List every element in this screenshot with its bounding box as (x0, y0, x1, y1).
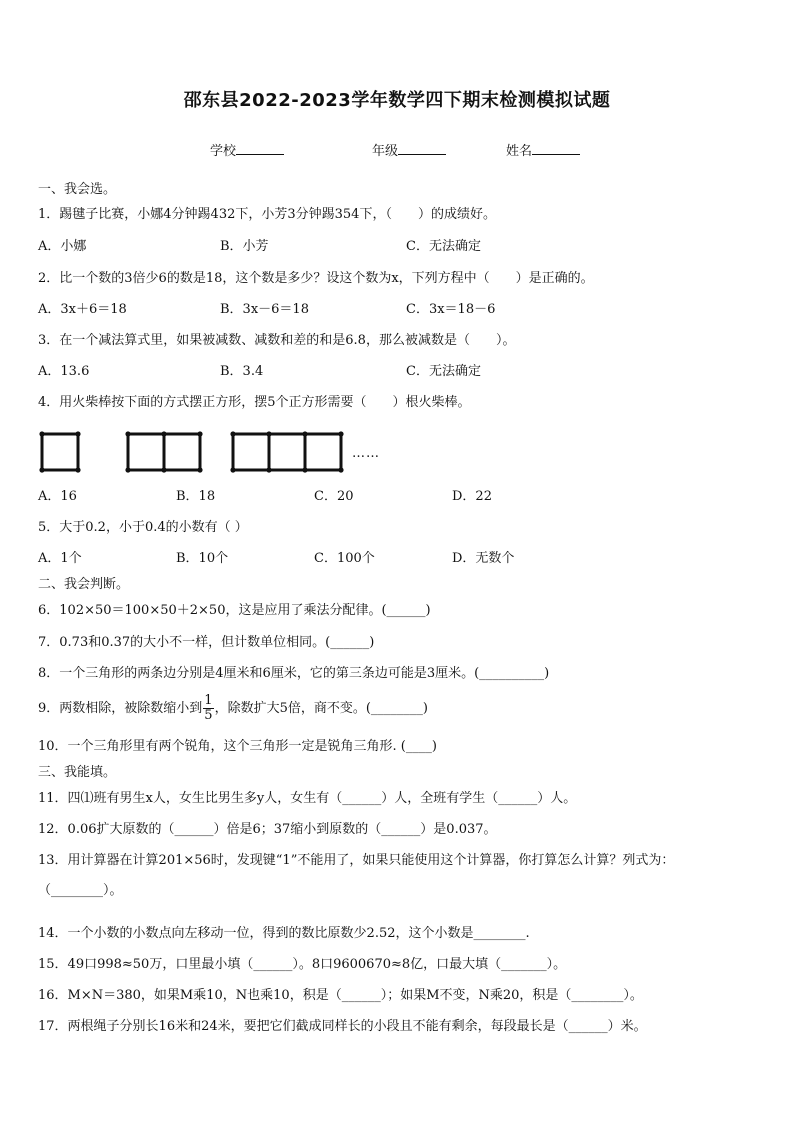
matchstick-square (233, 434, 269, 470)
question-5: 5．大于0.2，小于0.4的小数有（ ） (38, 520, 248, 535)
matchstick-head (230, 467, 235, 472)
q3-option-c[interactable]: C．无法确定 (406, 364, 481, 379)
name-field[interactable] (506, 140, 580, 159)
question-7: 7．0.73和0.37的大小不一样，但计数单位相同。(______) (38, 635, 375, 650)
question-17: 17．两根绳子分别长16米和24米，要把它们截成同样长的小段且不能有剩余，每段最长是（______）米。 (38, 1019, 647, 1034)
q4-option-c[interactable]: C．20 (314, 489, 354, 504)
question-1: 1．踢毽子比赛，小娜4分钟踢432下，小芳3分钟踢354下，（ ）的成绩好。 (38, 207, 496, 222)
matchstick-head (125, 467, 130, 472)
matchstick-head (338, 431, 343, 436)
matchstick-square (164, 434, 200, 470)
matchstick-head (39, 467, 44, 472)
q9-fraction (203, 694, 213, 723)
grade-label: 年级 (372, 144, 399, 159)
q5-option-d[interactable]: D．无数个 (452, 551, 515, 566)
question-10: 10．一个三角形里有两个锐角，这个三角形一定是锐角三角形. (____) (38, 739, 437, 754)
question-15: 15．49口998≈50万，口里最小填（______）。8口9600670≈8亿，口最大填（_______）。 (38, 957, 567, 972)
school-label: 学校 (210, 144, 237, 159)
matchstick-head (197, 467, 202, 472)
q2-option-c[interactable]: C．3x＝18－6 (406, 302, 496, 317)
matchstick-head (338, 467, 343, 472)
matchstick-square (128, 434, 164, 470)
q2-option-b[interactable]: B．3x－6＝18 (220, 302, 309, 317)
school-blank[interactable] (236, 141, 284, 155)
question-11: 11．四⑴班有男生x人，女生比男生多y人，女生有（______）人，全班有学生（______）人。 (38, 791, 577, 806)
grade-field[interactable] (372, 140, 446, 159)
q1-option-b[interactable]: B．小芳 (220, 239, 269, 254)
matchstick-head (266, 431, 271, 436)
section-heading-fill: 三、我能填。 (38, 765, 117, 780)
matchstick-head (75, 467, 80, 472)
grade-blank[interactable] (398, 141, 446, 155)
matchstick-head (161, 431, 166, 436)
q5-option-c[interactable]: C．100个 (314, 551, 375, 566)
question-14: 14．一个小数的小数点向左移动一位，得到的数比原数少2.52，这个小数是________. (38, 926, 530, 941)
question-16: 16．M×N＝380，如果M乘10，N也乘10，积是（______）；如果M不变，N乘20，积是（________）。 (38, 988, 643, 1003)
q9-fraction-numerator: 1 (204, 693, 213, 708)
q2-option-a[interactable]: A．3x＋6＝18 (38, 302, 127, 317)
q3-option-b[interactable]: B．3.4 (220, 364, 264, 379)
question-6: 6．102×50＝100×50＋2×50，这是应用了乘法分配律。(______) (38, 603, 431, 618)
question-13-answer: （________）。 (38, 883, 123, 898)
q1-option-c[interactable]: C．无法确定 (406, 239, 481, 254)
q9-fraction-denominator: 5 (204, 708, 213, 723)
page-title: 邵东县2022-2023学年数学四下期末检测模拟试题 (183, 90, 611, 111)
question-3: 3．在一个减法算式里，如果被减数、减数和差的和是6.8，那么被减数是（ ）。 (38, 333, 516, 348)
question-9 (38, 694, 428, 723)
q5-option-b[interactable]: B．10个 (176, 551, 229, 566)
continuation-dots: …… (352, 446, 380, 461)
q9-text-after: ，除数扩大5倍，商不变。(________) (214, 701, 428, 716)
q3-option-a[interactable]: A．13.6 (38, 364, 90, 379)
q9-text-before: 9．两数相除，被除数缩小到 (38, 701, 203, 716)
matchstick-square (305, 434, 341, 470)
matchstick-head (125, 431, 130, 436)
matchstick-head (75, 431, 80, 436)
question-8: 8．一个三角形的两条边分别是4厘米和6厘米，它的第三条边可能是3厘米。(__________) (38, 666, 550, 681)
school-field[interactable] (210, 140, 284, 159)
section-heading-judge: 二、我会判断。 (38, 577, 130, 592)
matchstick-square (269, 434, 305, 470)
matchstick-head (266, 467, 271, 472)
name-label: 姓名 (506, 144, 533, 159)
q4-option-a[interactable]: A．16 (38, 489, 77, 504)
section-heading-choice: 一、我会选。 (38, 182, 117, 197)
q4-option-d[interactable]: D．22 (452, 489, 492, 504)
name-blank[interactable] (532, 141, 580, 155)
q5-option-a[interactable]: A．1个 (38, 551, 82, 566)
matchstick-head (39, 431, 44, 436)
matchstick-squares-figure (30, 428, 370, 478)
matchstick-head (197, 431, 202, 436)
matchstick-head (302, 467, 307, 472)
matchstick-square (42, 434, 78, 470)
q1-option-a[interactable]: A．小娜 (38, 239, 87, 254)
matchstick-head (161, 467, 166, 472)
question-4: 4．用火柴棒按下面的方式摆正方形，摆5个正方形需要（ ）根火柴棒。 (38, 395, 471, 410)
matchstick-head (230, 431, 235, 436)
question-2: 2．比一个数的3倍少6的数是18，这个数是多少？设这个数为x，下列方程中（ ）是正确的。 (38, 271, 594, 286)
q4-option-b[interactable]: B．18 (176, 489, 216, 504)
matchstick-head (302, 431, 307, 436)
question-13: 13．用计算器在计算201×56时，发现键“1”不能用了，如果只能使用这个计算器，你打算怎么计算？列式为： (38, 853, 675, 868)
question-12: 12．0.06扩大原数的（______）倍是6；37缩小到原数的（______）是0.037。 (38, 822, 497, 837)
